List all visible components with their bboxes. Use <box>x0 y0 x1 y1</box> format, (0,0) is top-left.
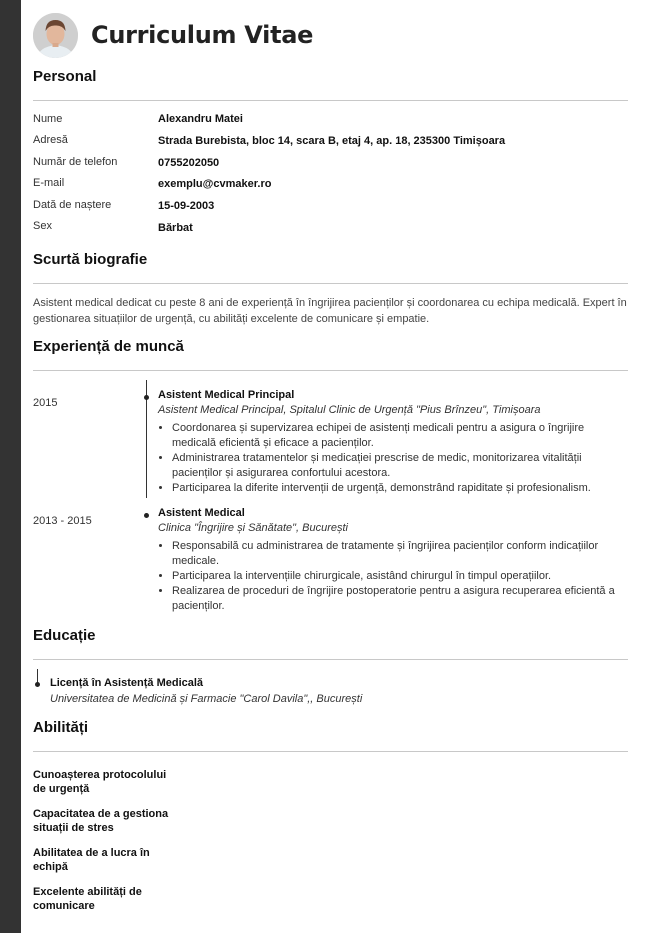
field-value: 0755202050 <box>158 157 220 169</box>
field-label: Dată de naștere <box>33 199 112 211</box>
field-label: Nume <box>33 113 63 125</box>
job-bullet: • Coordonarea și supervizarea echipei de asistenți medicali pentru a asigura o îngrijire medicală eficientă și eficace a pacienților. <box>172 421 628 451</box>
section-heading-skills: Abilități <box>33 719 88 736</box>
field-label: Sex <box>33 220 52 232</box>
job-bullet: • Realizarea de proceduri de îngrijire postoperatorie pentru a asigura recuperarea eficientă a pacienților. <box>172 584 628 614</box>
section-divider <box>33 370 628 371</box>
job-bullet: • Administrarea tratamentelor și medicației prescrise de medic, monitorizarea vitalității pacienților și asigurarea confortului acestora. <box>172 451 628 481</box>
skill-item: Capacitatea de a gestiona situații de stres <box>33 808 169 834</box>
timeline-dot <box>144 513 149 518</box>
section-personal <box>33 68 628 101</box>
job-body <box>158 506 628 614</box>
field-value: Strada Burebista, bloc 14, scara B, etaj 4, ap. 18, 235300 Timișoara <box>158 135 506 147</box>
job-date: 2013 - 2015 <box>33 515 92 527</box>
job-date: 2015 <box>33 397 58 409</box>
job-body <box>158 388 628 496</box>
section-heading-experience: Experiență de muncă <box>33 338 184 355</box>
job-bullets <box>158 539 628 614</box>
section-divider <box>33 659 628 660</box>
education-school: Universitatea de Medicină și Farmacie "Carol Davila",, București <box>50 693 363 705</box>
bio-text: Asistent medical dedicat cu peste 8 ani de experiență în îngrijirea pacienților și coordonarea cu echipa medicală. Expert în gestionarea situațiilor de urgență, cu abilități excelente de comunicare și empatie. <box>33 297 627 325</box>
section-heading-personal: Personal <box>33 68 97 85</box>
section-experience <box>33 338 628 371</box>
education-entry <box>50 676 610 707</box>
section-heading-bio: Scurtă biografie <box>33 251 148 268</box>
job-title: Asistent Medical <box>158 507 245 519</box>
avatar <box>33 13 78 58</box>
section-education <box>33 627 628 660</box>
timeline-dot <box>35 682 40 687</box>
job-title: Asistent Medical Principal <box>158 389 295 401</box>
job-bullets <box>158 421 628 496</box>
profile-photo <box>33 13 78 58</box>
page-title: Curriculum Vitae <box>91 21 314 49</box>
field-value: 15-09-2003 <box>158 200 215 212</box>
section-skills <box>33 719 628 752</box>
field-label: Număr de telefon <box>33 156 118 168</box>
section-divider <box>33 283 628 284</box>
skill-item: Abilitatea de a lucra în echipă <box>33 847 150 873</box>
section-divider <box>33 751 628 752</box>
sidebar-bar <box>0 0 21 933</box>
education-degree: Licență în Asistență Medicală <box>50 677 204 689</box>
timeline-dot <box>144 395 149 400</box>
section-divider <box>33 100 628 101</box>
section-heading-education: Educație <box>33 627 96 644</box>
job-bullet: • Responsabilă cu administrarea de tratamente și îngrijirea pacienților conform indicațiilor medicale. <box>172 539 628 569</box>
job-bullet: • Participarea la diferite intervenții de urgență, demonstrând rapiditate și profesionalism. <box>172 481 628 496</box>
field-label: Adresă <box>33 134 68 146</box>
skill-item: Excelente abilități de comunicare <box>33 886 142 912</box>
field-label: E-mail <box>33 177 65 189</box>
job-employer: Clinica "Îngrijire și Sănătate", București <box>158 522 349 534</box>
job-employer: Asistent Medical Principal, Spitalul Clinic de Urgență "Pius Brînzeu", Timișoara <box>158 404 541 416</box>
skill-item: Cunoașterea protocolului de urgență <box>33 769 167 795</box>
cv-header <box>33 12 313 58</box>
section-bio <box>33 251 628 327</box>
field-value: Bărbat <box>158 222 193 234</box>
field-value: Alexandru Matei <box>158 113 243 125</box>
field-value: exemplu@cvmaker.ro <box>158 178 272 190</box>
job-bullet: • Participarea la intervențiile chirurgicale, asistând chirurgul în timpul operațiilor. <box>172 569 628 584</box>
